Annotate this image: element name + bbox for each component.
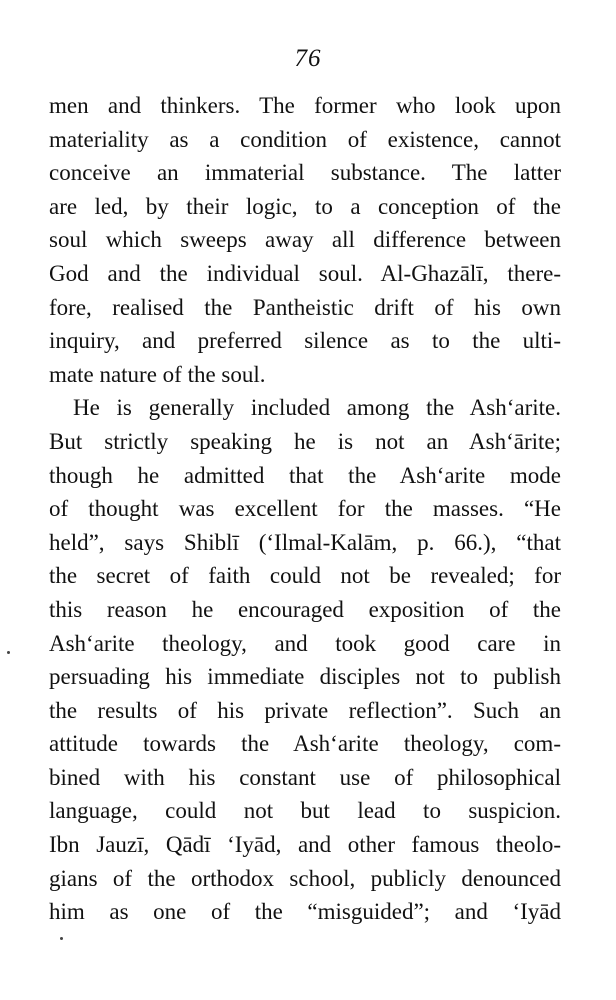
text-line: But strictly speaking he is not an Ash‘ārite; <box>49 428 561 454</box>
text-line: bined with his constant use of philosophical <box>49 764 561 790</box>
text-line: the results of his private reflection”. Such an <box>49 697 561 723</box>
text-line: materiality as a condition of existence, cannot <box>49 126 561 152</box>
text-line: fore, realised the Pantheistic drift of his own <box>49 294 561 320</box>
text-line: the secret of faith could not be revealed; for <box>49 563 561 589</box>
text-line: attitude towards the Ash‘arite theology, com- <box>49 731 561 757</box>
text-line: him as one of the “misguided”; and ‘Iyād <box>49 899 561 925</box>
text-line: soul which sweeps away all difference between <box>49 227 561 253</box>
text-line: of thought was excellent for the masses. “He <box>49 496 561 522</box>
text-line: language, could not but lead to suspicion. <box>49 798 561 824</box>
paragraph-2 <box>49 391 561 929</box>
text-line: are led, by their logic, to a conception of the <box>49 193 561 219</box>
body-text <box>49 89 561 929</box>
text-line: mate nature of the soul. <box>49 361 266 387</box>
print-speck <box>7 651 10 654</box>
text-line: gians of the orthodox school, publicly denounced <box>49 865 561 891</box>
text-line: He is generally included among the Ash‘arite. <box>73 395 561 421</box>
text-line: though he admitted that the Ash‘arite mode <box>49 462 561 488</box>
print-speck <box>60 937 63 940</box>
text-line: this reason he encouraged exposition of the <box>49 596 561 622</box>
text-line: inquiry, and preferred silence as to the ulti- <box>49 328 561 354</box>
text-line: conceive an immaterial substance. The latter <box>49 160 561 186</box>
text-line: God and the individual soul. Al-Ghazālī, there- <box>49 260 561 286</box>
text-line: men and thinkers. The former who look upon <box>49 93 561 118</box>
page-number: 76 <box>294 45 322 72</box>
paragraph-1 <box>49 89 561 391</box>
text-line: Ash‘arite theology, and took good care in <box>49 630 561 656</box>
text-line: persuading his immediate disciples not to publish <box>49 664 561 690</box>
text-line: Ibn Jauzī, Qādī ‘Iyād, and other famous theolo- <box>49 832 561 858</box>
text-line: held”, says Shiblī (‘Ilmal-Kalām, p. 66.), “that <box>49 529 561 555</box>
